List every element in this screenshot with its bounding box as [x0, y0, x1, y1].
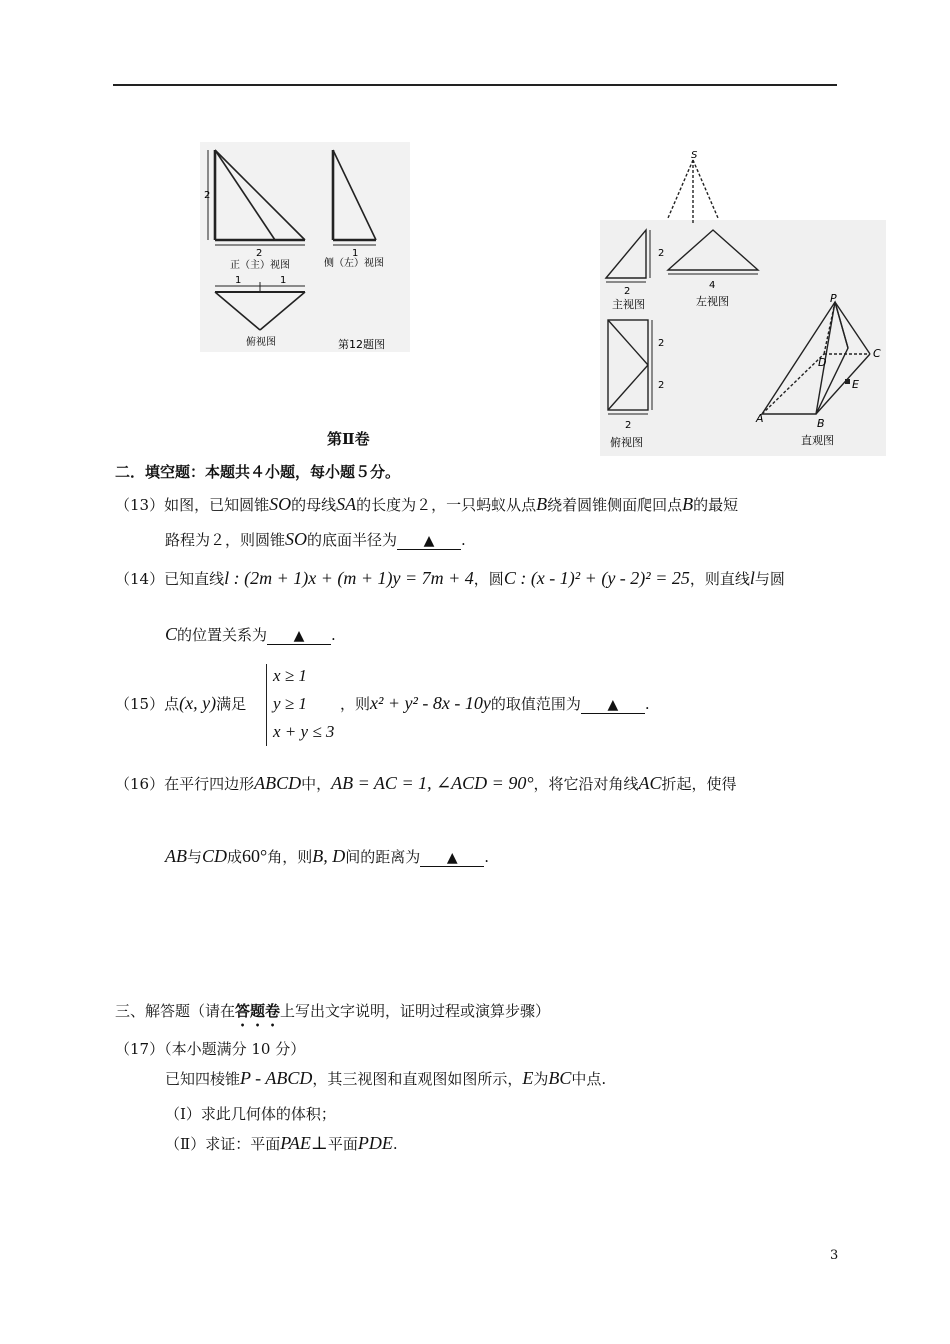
q17-header — [115, 1038, 305, 1059]
q13-text-g: 的底面半径为 — [307, 531, 398, 549]
math-line-eq: l : (2m + 1)x + (m + 1)y = 7m + 4 — [224, 568, 474, 588]
dim-side-base: 1 — [352, 248, 359, 259]
perp-symbol: ⊥ — [310, 1133, 328, 1153]
q16-text-h: 间的距离为 — [345, 848, 421, 866]
dim-top-right: 1 — [280, 275, 287, 286]
left-view-label: 左视图 — [696, 295, 729, 308]
answer-blank-15: ▲ — [581, 698, 645, 714]
math-cd: CD — [202, 846, 228, 866]
label-e: E — [852, 378, 859, 391]
math-point: (x, y) — [179, 693, 217, 713]
math-so-2: SO — [285, 529, 308, 549]
dim-front-base: 2 — [256, 248, 263, 259]
answer-blank-13: ▲ — [397, 534, 461, 550]
math-c: C — [165, 624, 178, 644]
q16-text-c: ，将它沿对角线 — [533, 775, 639, 793]
math-b: B — [536, 494, 548, 514]
label-a: A — [756, 412, 764, 425]
q17-text-d: 中点. — [571, 1070, 607, 1088]
math-pabcd: P - ABCD — [240, 1068, 313, 1088]
label-d: D — [818, 356, 827, 369]
q17-text-a: 已知四棱锥 — [165, 1070, 241, 1088]
math-60: 60° — [242, 846, 268, 866]
q13-text-d: 绕着圆锥侧面爬回点 — [547, 496, 683, 514]
q13-end: . — [461, 531, 466, 549]
figure-q12 — [200, 142, 410, 352]
math-condition: AB = AC = 1, ∠ACD = 90° — [331, 773, 534, 793]
q16-line1 — [115, 773, 737, 794]
q15-tail — [340, 693, 650, 714]
q17-statement — [165, 1068, 606, 1089]
main-view-label: 主视图 — [612, 298, 645, 311]
q14-text-b: ，圆 — [473, 570, 504, 588]
q16-text-e: 与 — [187, 848, 203, 866]
q16-end: . — [484, 848, 490, 866]
dim-main-w: 2 — [624, 286, 631, 297]
q16-text-f: 成 — [227, 848, 243, 866]
math-pde: PDE — [357, 1133, 393, 1153]
dim-main-h: 2 — [658, 248, 665, 259]
figure-caption: 第12题图 — [338, 338, 385, 351]
label-b: B — [817, 417, 825, 430]
q14-line2 — [165, 624, 336, 645]
section2-heading: 二．填空题：本题共４小题，每小题５分。 — [115, 463, 401, 481]
section3-heading — [115, 1000, 550, 1030]
header-rule — [113, 84, 837, 86]
q17-part2-end: . — [392, 1135, 398, 1153]
answer-blank-14: ▲ — [267, 629, 331, 645]
q17-text-b: ，其三视图和直观图如图所示， — [312, 1070, 523, 1088]
q15-text-b: 满足 — [216, 695, 247, 713]
q16-text-a: 在平行四边形 — [164, 775, 255, 793]
q13-text-c: 的长度为２，一只蚂蚁从点 — [356, 496, 537, 514]
q14-line1 — [115, 568, 785, 589]
math-ab: AB — [165, 846, 187, 866]
q13-text-e: 的最短 — [693, 496, 739, 514]
q13-line1 — [115, 494, 738, 515]
section3-suffix: 上写出文字说明，证明过程或演算步骤） — [280, 1002, 551, 1020]
label-c: C — [873, 347, 881, 360]
q14-text-c: ，则直线 — [689, 570, 750, 588]
q14-number: （14） — [115, 570, 165, 588]
q17-number: （17） — [115, 1040, 165, 1058]
q17-part2 — [165, 1133, 398, 1154]
math-pae: PAE — [280, 1133, 311, 1153]
section3-emphasis: 答题卷 — [235, 1002, 281, 1020]
q16-text-d: 折起，使得 — [661, 775, 737, 793]
side-view-label: 侧（左）视图 — [324, 258, 384, 269]
dim-top-h2: 2 — [658, 380, 665, 391]
q13-text-f: 路程为２，则圆锥 — [165, 531, 286, 549]
perspective-label: 直观图 — [801, 434, 834, 447]
dim-top-left: 1 — [235, 275, 242, 286]
dim-height: 2 — [204, 190, 211, 201]
q15-text-c: ，则 — [340, 695, 371, 713]
q17-part2-b: 平面 — [327, 1135, 358, 1153]
math-bd: B, D — [312, 846, 346, 866]
q15-number: （15） — [115, 695, 165, 713]
math-bc: BC — [548, 1068, 572, 1088]
point-e-marker — [845, 379, 850, 384]
q15-text-d: 的取值范围为 — [490, 695, 581, 713]
q14-end: . — [331, 626, 336, 644]
q13-text-b: 的母线 — [291, 496, 337, 514]
q17-part1: （Ⅰ）求此几何体的体积； — [165, 1105, 336, 1123]
q17-text-c: 为 — [533, 1070, 549, 1088]
math-ac: AC — [638, 773, 662, 793]
page-number: 3 — [830, 1248, 839, 1263]
q15-lead — [115, 693, 246, 714]
math-abcd: ABCD — [254, 773, 302, 793]
dim-left-w: 4 — [709, 280, 716, 291]
front-view-label: 正（主）视图 — [230, 260, 290, 271]
q16-line2 — [165, 846, 489, 867]
label-apex-s: S — [691, 150, 698, 161]
q13-line2 — [165, 529, 466, 550]
q13-number: （13） — [115, 496, 165, 514]
math-sa: SA — [336, 494, 357, 514]
math-b-2: B — [682, 494, 694, 514]
q14-text-a: 已知直线 — [164, 570, 225, 588]
q16-text-b: 中， — [301, 775, 332, 793]
math-e: E — [522, 1068, 534, 1088]
q14-text-e: 的位置关系为 — [177, 626, 268, 644]
q13-text-a: 如图，已知圆锥 — [164, 496, 270, 514]
part2-title: 第Ⅱ卷 — [327, 430, 370, 448]
system-brace — [266, 664, 271, 746]
q16-number: （16） — [115, 775, 165, 793]
q16-text-g: 角，则 — [267, 848, 313, 866]
top-view-17-label: 俯视图 — [610, 436, 643, 449]
math-expression: x² + y² - 8x - 10y — [370, 693, 491, 713]
condition-3: x + y ≤ 3 — [273, 722, 335, 741]
condition-2: y ≥ 1 — [273, 694, 307, 713]
q17-score: （本小题满分 10 分） — [164, 1040, 306, 1058]
top-view-label: 俯视图 — [246, 337, 276, 348]
figure-q17 — [598, 148, 888, 458]
figure-q17-background — [600, 220, 886, 456]
math-circle-eq: C : (x - 1)² + (y - 2)² = 25 — [503, 568, 690, 588]
math-so: SO — [269, 494, 292, 514]
q15-text-a: 点 — [164, 695, 180, 713]
q15-end: . — [644, 695, 650, 713]
q17-part2-a: （Ⅱ）求证：平面 — [165, 1135, 281, 1153]
q14-text-d: 与圆 — [754, 570, 785, 588]
section3-prefix: 三、解答题（请在 — [115, 1002, 236, 1020]
math-l: l — [749, 568, 755, 588]
label-p: P — [830, 292, 837, 305]
dim-top-h1: 2 — [658, 338, 665, 349]
answer-blank-16: ▲ — [420, 851, 484, 867]
condition-1: x ≥ 1 — [273, 666, 307, 685]
dim-top-w: 2 — [625, 420, 632, 431]
